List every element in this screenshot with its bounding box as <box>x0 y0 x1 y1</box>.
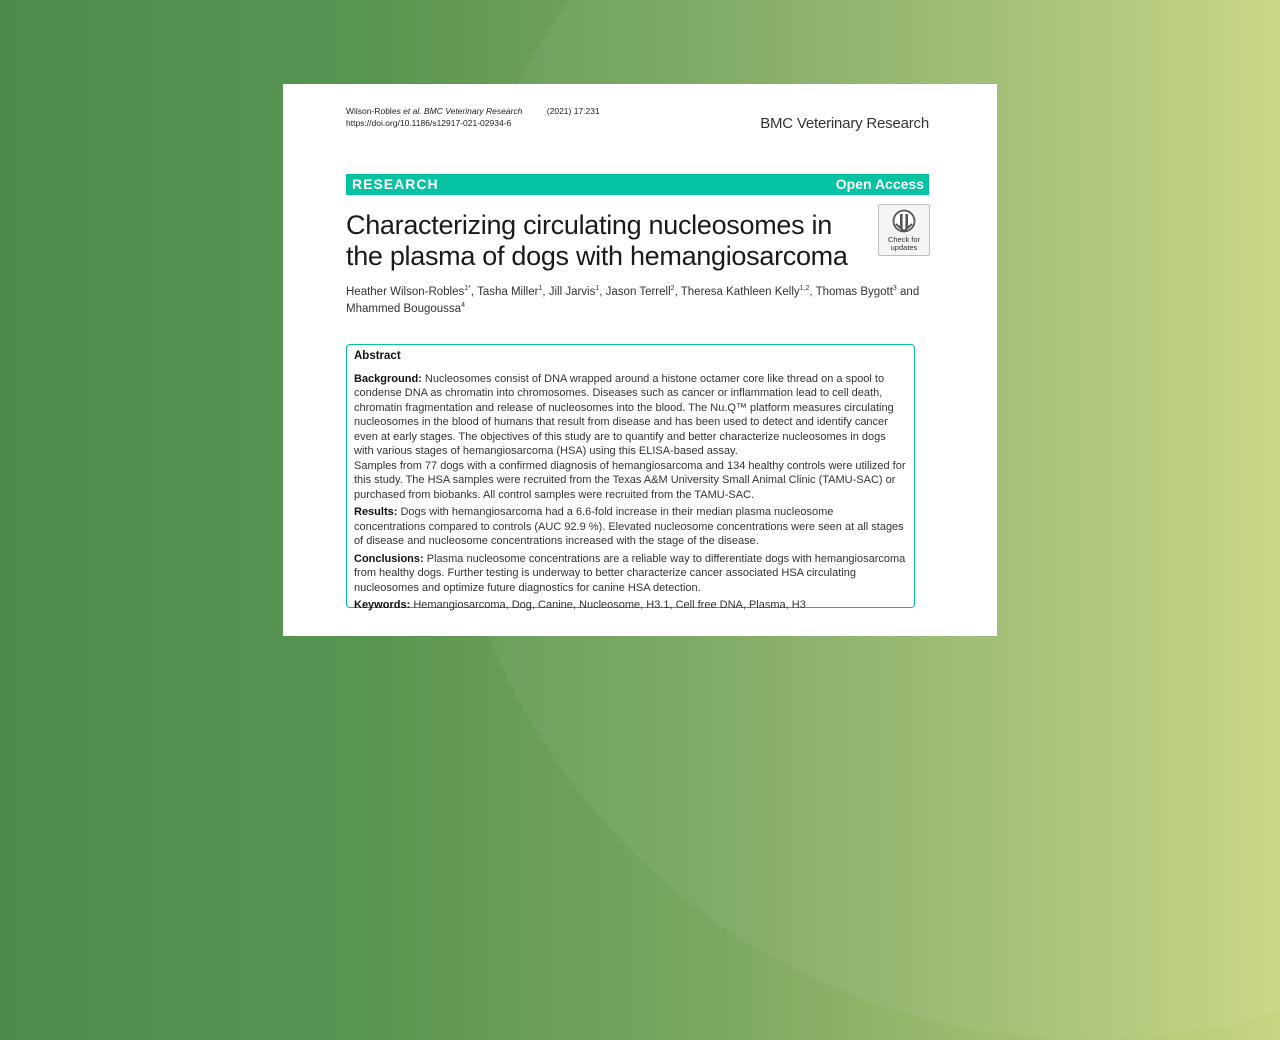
abstract-conclusions <box>354 552 907 596</box>
author[interactable]: Theresa Kathleen Kelly$^{1,2}$ <box>680 285 810 298</box>
citation-journal: BMC Veterinary Research <box>423 106 523 116</box>
journal-name: BMC Veterinary Research <box>760 115 929 132</box>
check-for-updates-icon <box>892 209 916 235</box>
keywords-label: Keywords: <box>354 599 411 611</box>
paper-title <box>346 210 866 272</box>
results-label: Results: <box>354 506 398 518</box>
badge-text-line-2: updates <box>890 243 918 252</box>
citation-authors: Wilson-Robles <box>346 106 401 116</box>
title-line-2: the plasma of dogs with hemangiosarcoma <box>346 241 848 271</box>
abstract-keywords <box>354 598 907 613</box>
background-text: Nucleosomes consist of DNA wrapped around a histone octamer core like thread on a spool to condense DNA as chromatin into chromosomes. Diseases such as cancer or inflammation lead to cell death, chromatin fragmentation and release of nucleosomes into the blood. The Nu.Q™ platform measures circulating nucleosomes in the blood of humans that result from disease and has been used to detect and identify cancer even at early stages. The objectives of this study are to quantify and better characterize nucleosomes in dogs with various stages of hemangiosarcoma (HSA) using this ELISA-based assay. <box>354 372 894 457</box>
badge-text-line-1: Check for <box>887 235 921 244</box>
citation-etal: et al. <box>403 106 422 116</box>
author[interactable]: Heather Wilson-Robles$^{1*}$ <box>346 285 471 298</box>
citation-header <box>346 105 600 129</box>
citation-line <box>346 105 600 117</box>
article-type-banner <box>346 174 929 195</box>
abstract-heading: Abstract <box>354 350 401 362</box>
title-line-1: Characterizing circulating nucleosomes in <box>346 210 832 240</box>
conclusions-label: Conclusions: <box>354 552 424 565</box>
author[interactable]: Jill Jarvis$^1$ <box>548 285 600 298</box>
abstract-results <box>354 505 907 549</box>
article-type-label: RESEARCH <box>352 176 439 192</box>
citation-year: (2021) 17:231 <box>546 106 600 116</box>
author-list: Heather Wilson-Robles$^{1*}$, Tasha Miller$^1$, Jill Jarvis$^1$, Jason Terrell$^2$, Theresa Kathleen Kelly$^{1,2}$, Thomas Bygott$^3$ and Mhammed Bougoussa$^4$ <box>346 285 920 315</box>
paper-page <box>283 84 997 636</box>
background-label: Background: <box>354 372 422 385</box>
conclusions-text: Plasma nucleosome concentrations are a reliable way to differentiate dogs with hemangiosarcoma from healthy dogs. Further testing is underway to better characterize cancer associated HSA circulating nucleosomes and optimize future diagnostics for canine HSA detection. <box>354 552 906 594</box>
author[interactable]: Mhammed Bougoussa$^4$ <box>346 302 465 315</box>
open-access-label: Open Access <box>835 176 924 192</box>
check-for-updates-badge[interactable] <box>878 204 930 256</box>
keywords-text: Hemangiosarcoma, Dog, Canine, Nucleosome, H3.1, Cell free DNA, Plasma, H3 <box>413 599 806 611</box>
abstract-background <box>354 372 907 503</box>
author[interactable]: Tasha Miller$^1$ <box>477 285 543 298</box>
author[interactable]: Thomas Bygott$^3$ <box>815 285 897 298</box>
results-text: Dogs with hemangiosarcoma had a 6.6-fold increase in their median plasma nucleosome concentrations compared to controls (AUC 92.9 %). Elevated nucleosome concentrations were seen at all stages of disease and nucleosome concentrations increased with the stage of the disease. <box>354 506 904 547</box>
methods-text: Samples from 77 dogs with a confirmed diagnosis of hemangiosarcoma and 134 healthy controls were utilized for this study. The HSA samples were recruited from the Texas A&M University Small Animal Clinic (TAMU-SAC) or purchased from biobanks. All control samples were recruited from the TAMU-SAC. <box>354 459 906 501</box>
author[interactable]: Jason Terrell$^2$ <box>605 285 675 298</box>
doi-link[interactable]: https://doi.org/10.1186/s12917-021-02934-6 <box>346 118 512 128</box>
abstract-box <box>346 344 915 611</box>
badge-text <box>879 236 929 252</box>
